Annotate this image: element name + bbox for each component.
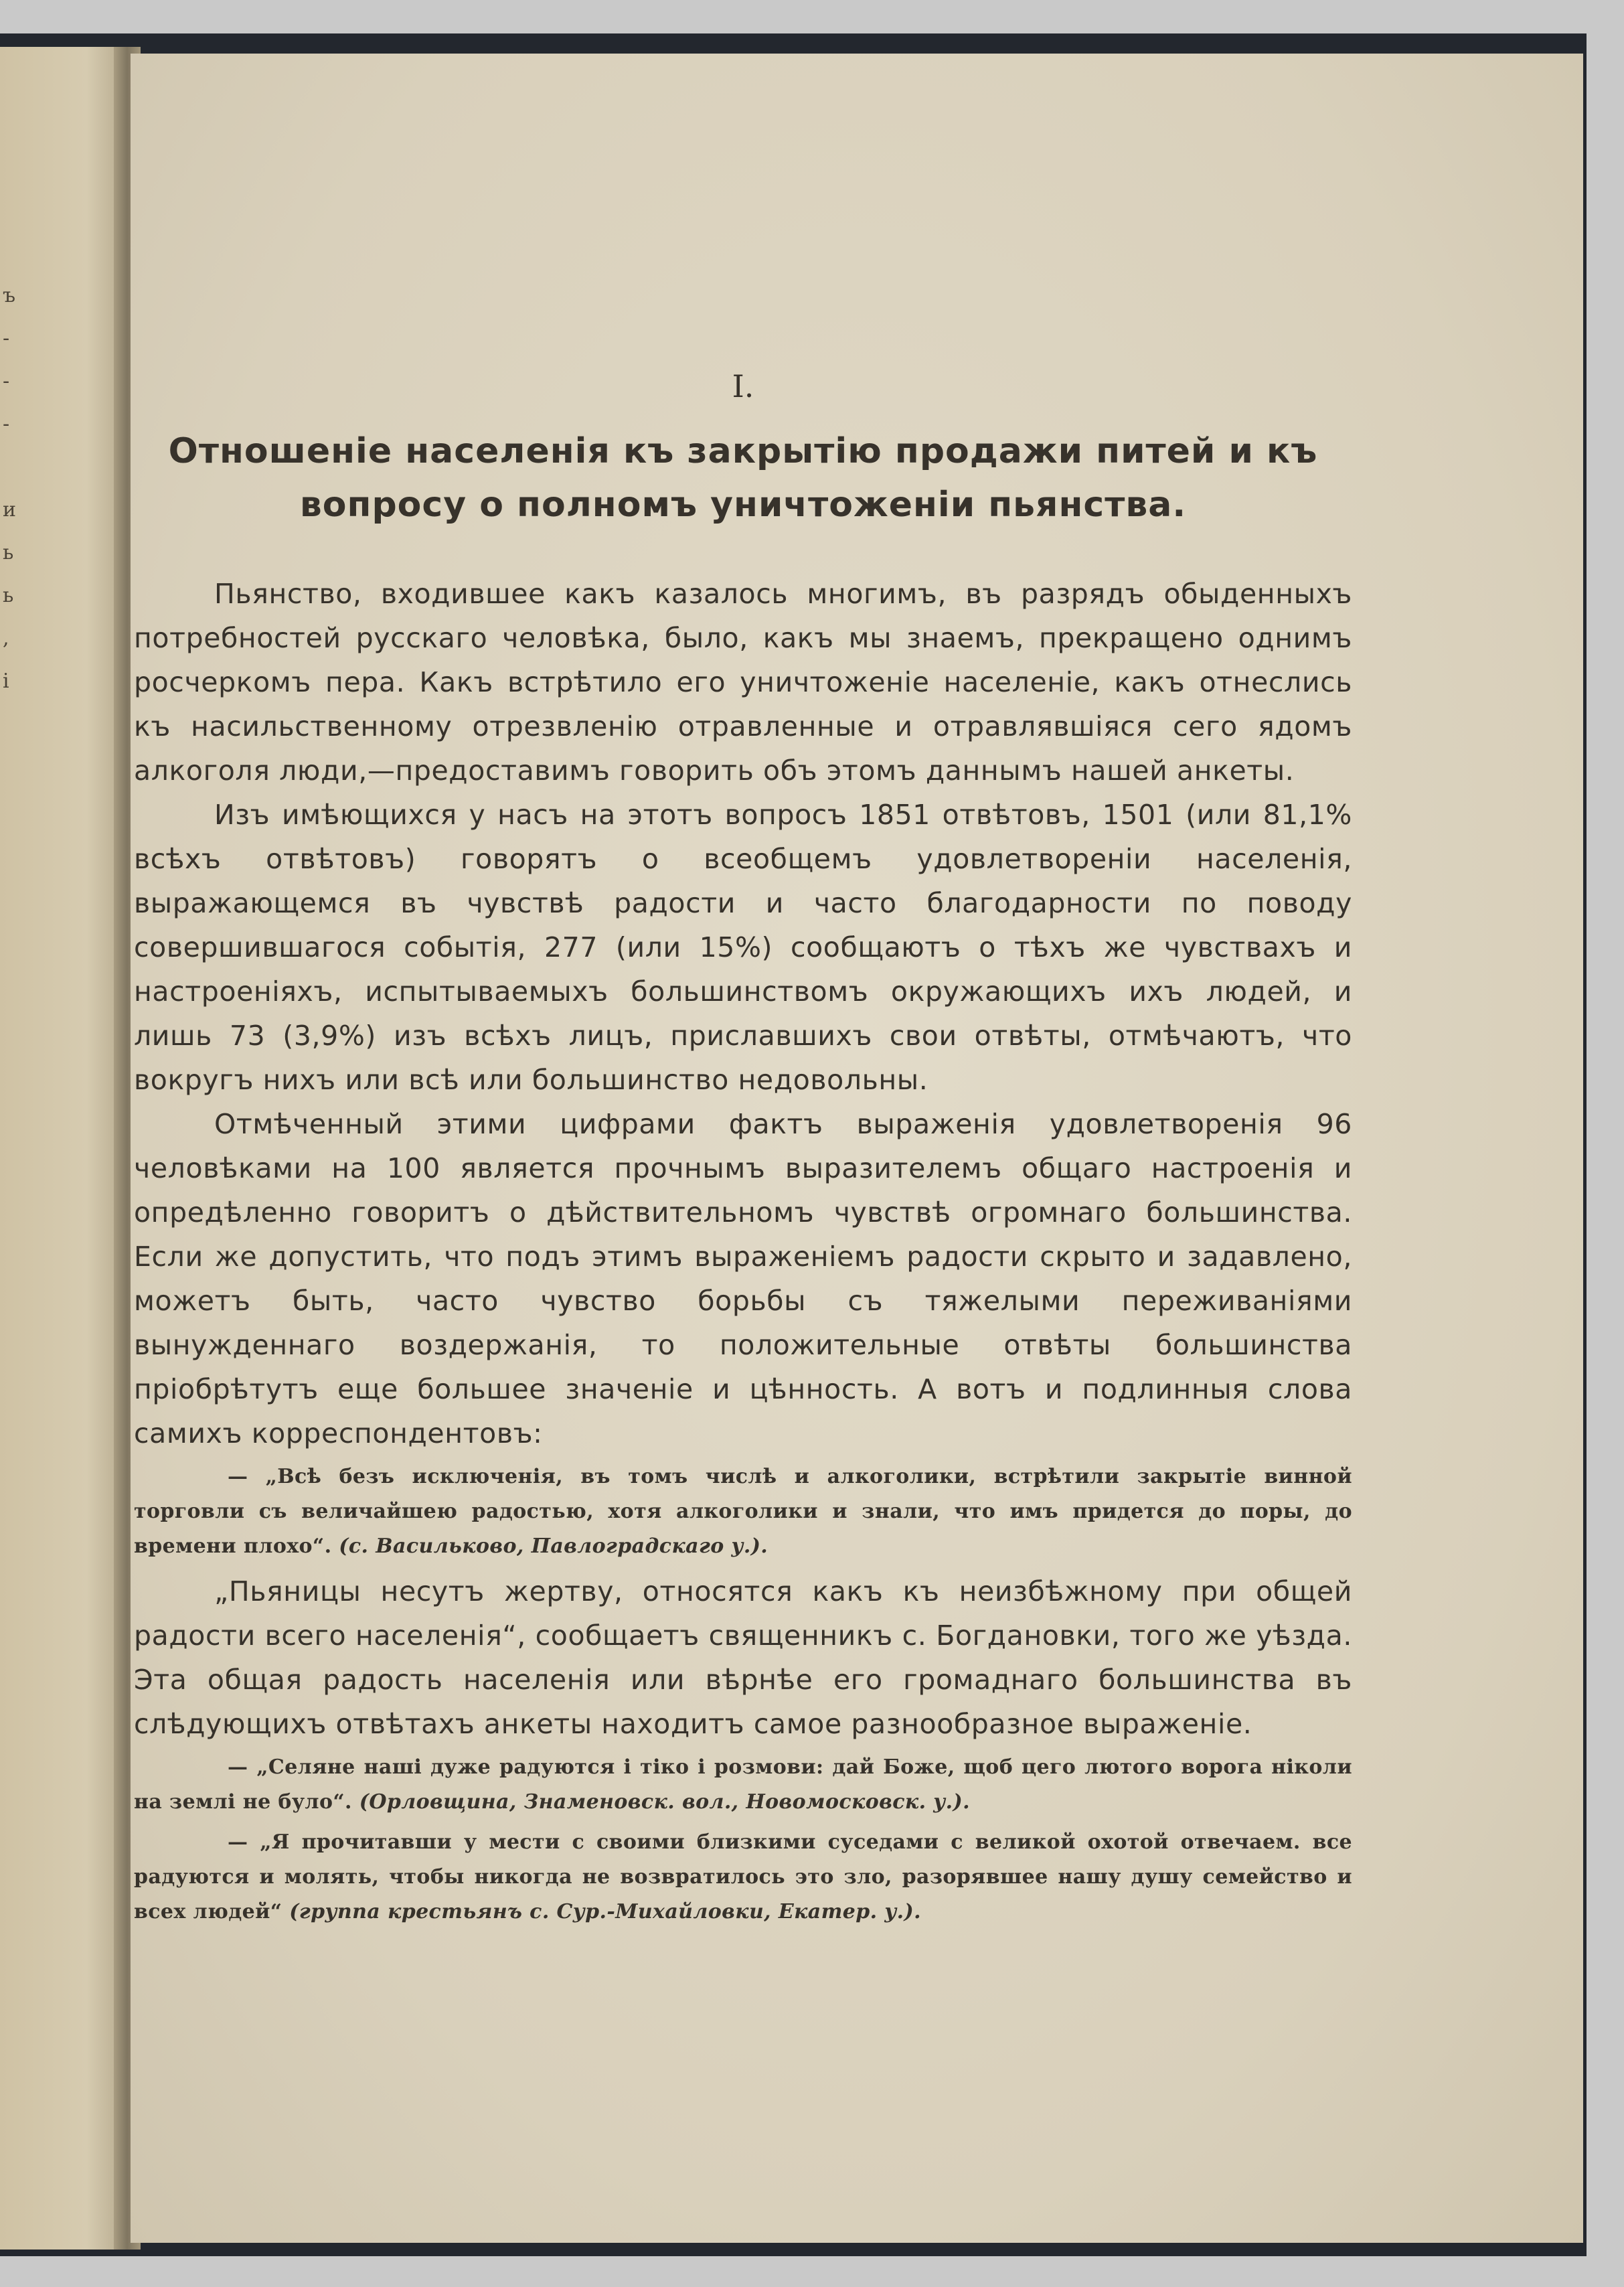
margin-char: ь — [3, 584, 14, 607]
margin-char: - — [3, 412, 10, 436]
facing-page — [0, 47, 124, 2250]
quotation-source: (группа крестьянъ с. Сур.-Михайловки, Екатер. у.). — [289, 1900, 921, 1923]
margin-char — [3, 446, 29, 489]
paragraph: Изъ имѣющихся у насъ на этотъ вопросъ 1851 отвѣтовъ, 1501 (или 81,1% всѣхъ отвѣтовъ) говорятъ о всеобщемъ удовлетвореніи населенія, выражающемся въ чувствѣ радости и часто благодарности по поводу совершившагося событія, 277 (или 15%) сообщаютъ о тѣхъ же чувствахъ и настроеніяхъ, испытываемыхъ большинствомъ окружающихъ ихъ людей, и лишь 73 (3,9%) изъ всѣхъ лицъ, приславшихъ свои отвѣты, отмѣчаютъ, что вокругъ нихъ или всѣ или большинство недовольны. — [134, 799, 1352, 1096]
chapter-title: Отношеніе населенія къ закрытію продажи питей и къ вопросу о полномъ уничтоженіи пьянства. — [168, 431, 1318, 525]
facing-page-margin-text — [3, 274, 29, 703]
paragraph: Отмѣченный этими цифрами фактъ выраженія удовлетворенія 96 человѣками на 100 является прочнымъ выразителемъ общаго настроенія и опредѣленно говоритъ о дѣйствительномъ чувствѣ огромнаго большинства. Если же допустить, что подъ этимъ выраженіемъ радости скрыто и задавлено, можетъ быть, часто чувство борьбы съ тяжелыми переживаніями вынужденнаго воздержанія, то положительные отвѣты большинства пріобрѣтутъ еще большее значеніе и цѣнность. А вотъ и подлинныя слова самихъ корреспондентовъ: — [134, 1108, 1352, 1449]
paragraph: „Пьяницы несутъ жертву, относятся какъ къ неизбѣжному при общей радости всего населенія“, сообщаетъ священникъ с. Богдановки, того же уѣзда. Эта общая радость населенія или вѣрнѣе его громаднаго большинства въ слѣдующихъ отвѣтахъ анкеты находитъ самое разнообразное выраженіе. — [134, 1575, 1352, 1740]
margin-char: ъ — [3, 284, 16, 307]
quotation-source: (Орловщина, Знаменовск. вол., Новомосковск. у.). — [359, 1790, 970, 1814]
margin-char: , — [3, 627, 9, 650]
quotation-source: (с. Васильково, Павлоградскаго у.). — [339, 1534, 768, 1558]
chapter-number: I. — [732, 368, 754, 404]
page-content — [134, 315, 1352, 1935]
margin-char: и — [3, 498, 16, 522]
quotation-text: — „Я прочитавши у мести с своими близкими суседами с великой охотой отвечаем. все радуются и молять, чтобы никогда не возвратилось это зло, разорявшее нашу душу семейство и всех людей“ — [134, 1830, 1352, 1923]
quotation — [134, 1750, 1352, 1820]
quotation-text: — „Селяне наші дуже радуются і тіко і розмови: дай Боже, щоб цего лютого ворога ніколи на землі не було“. — [134, 1755, 1352, 1814]
margin-char: - — [3, 327, 10, 350]
margin-char: ь — [3, 541, 14, 564]
margin-char: - — [3, 370, 10, 393]
quotation — [134, 1825, 1352, 1929]
quotation — [134, 1460, 1352, 1564]
quotation-text: — „Всѣ безъ исключенія, въ томъ числѣ и алкоголики, встрѣтили закрытіе винной торговли съ величайшею радостью, хотя алкоголики и знали, что имъ придется до поры, до времени плохо“. — [134, 1465, 1352, 1558]
margin-char: і — [3, 669, 9, 693]
paragraph: Пьянство, входившее какъ казалось многимъ, въ разрядъ обыденныхъ потребностей русскаго человѣка, было, какъ мы знаемъ, прекращено однимъ росчеркомъ пера. Какъ встрѣтило его уничтоженіе населеніе, какъ отнеслись къ насильственному отрезвленію отравленные и отравлявшіяся сего ядомъ алкоголя люди,—предоставимъ говорить объ этомъ даннымъ нашей анкеты. — [134, 578, 1352, 787]
